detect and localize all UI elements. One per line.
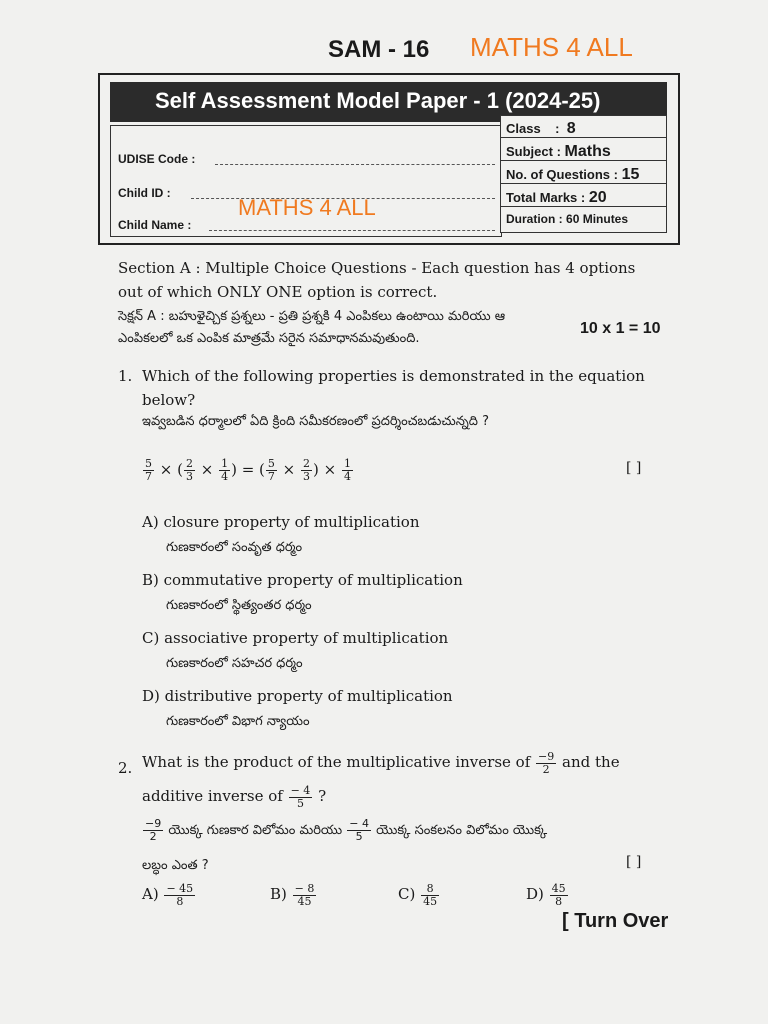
q2-option-c[interactable] xyxy=(398,882,440,908)
section-en-line1: Section A : Multiple Choice Questions - Each question has 4 options xyxy=(118,259,636,277)
q2-frac1-den: 2 xyxy=(542,762,550,776)
section-en-line2: out of which ONLY ONE option is correct. xyxy=(118,283,438,301)
marks-label: Total Marks xyxy=(506,190,578,205)
class-label: Class xyxy=(506,121,541,136)
child-name-line xyxy=(209,230,495,231)
q1-text xyxy=(142,364,662,412)
q1-en-line1: Which of the following properties is demonstrated in the equation xyxy=(142,367,645,385)
q1-option-b-te: గుణకారంలో స్థిత్యంతర ధర్మం xyxy=(166,598,312,613)
q2-text-line2 xyxy=(142,784,326,810)
q1-telugu: ఇవ్వబడిన ధర్మాలలో ఏది క్రింది సమీకరణంలో ప్రదర్శించబడుచున్నది ? xyxy=(142,414,489,429)
section-heading-en xyxy=(118,256,658,304)
q2-opt-a-den: 8 xyxy=(176,894,184,908)
q1-option-a[interactable]: A) closure property of multiplication xyxy=(142,513,420,531)
q2-te-a: యొక్క గుణకార విలోమం మరియు xyxy=(168,823,343,838)
subject-value: Maths xyxy=(564,143,611,160)
q1-option-d-te: గుణకారంలో విభాగ న్యాయం xyxy=(166,714,310,729)
q2-opt-d-num: 45 xyxy=(551,881,566,895)
q1-option-a-te: గుణకారంలో సంవృత ధర్మం xyxy=(166,540,303,555)
q1-option-c-te: గుణకారంలో సహచర ధర్మం xyxy=(166,656,303,671)
q1-option-b[interactable]: B) commutative property of multiplication xyxy=(142,571,463,589)
q1-number: 1. xyxy=(118,367,133,385)
q2-frac2-num: − 4 xyxy=(290,783,311,797)
subject-label: Subject xyxy=(506,144,553,159)
q2-opt-d-den: 8 xyxy=(555,894,563,908)
q2-number: 2. xyxy=(118,759,133,777)
brand-watermark: MATHS 4 ALL xyxy=(238,195,376,220)
q2-telugu-line1: $\frac{-9}{2}$ యొక్క గుణకార విలోమం మరియు $\frac{- 4}{5}$ యొక్క సంకలనం విలోమం యొక్క xyxy=(145,817,548,843)
questions-row: No. of Questions : 15 xyxy=(501,162,666,184)
q1-equation: $\frac{5}{7}$ × ( $\frac{2}{3}$ × $\frac{1}{4}$ ) = ( $\frac{5}{7}$ × $\frac{2}{3}$ ) × $\frac{1}{4}$ xyxy=(145,457,351,483)
duration-value: 60 Minutes xyxy=(566,212,629,226)
q2-option-d[interactable] xyxy=(526,882,569,908)
q2-opt-c-den: 45 xyxy=(423,894,438,908)
child-id-label: Child ID : xyxy=(118,186,171,200)
udise-line xyxy=(215,164,495,165)
q2-frac1-num: −9 xyxy=(538,749,555,763)
marks-value: 20 xyxy=(588,189,607,206)
q2-frac2-den: 5 xyxy=(296,796,304,810)
q2-option-a[interactable] xyxy=(142,882,196,908)
q1-option-c[interactable]: C) associative property of multiplication xyxy=(142,629,449,647)
q2-answer-bracket[interactable]: [ ] xyxy=(626,854,642,870)
class-row: Class : 8 xyxy=(501,116,666,138)
q2-opt-c-label: C) xyxy=(398,885,416,903)
udise-label: UDISE Code : xyxy=(118,152,196,166)
q2-opt-c-num: 8 xyxy=(421,883,439,896)
turn-over-label: [ Turn Over xyxy=(562,910,669,932)
header-box xyxy=(98,73,680,245)
questions-value: 15 xyxy=(621,166,640,183)
q2-opt-b-den: 45 xyxy=(297,894,312,908)
q1-option-d[interactable]: D) distributive property of multiplication xyxy=(142,687,453,705)
q2-en-c: additive inverse of xyxy=(142,787,283,805)
q1-answer-bracket[interactable]: [ ] xyxy=(626,460,642,476)
duration-label: Duration xyxy=(506,212,556,226)
q2-text-line1 xyxy=(142,750,682,776)
subject-row: Subject : Maths xyxy=(501,139,666,161)
q2-opt-b-label: B) xyxy=(270,885,287,903)
q2-en-b: and the xyxy=(562,753,620,771)
q2-opt-a-num: − 45 xyxy=(166,881,194,895)
info-table xyxy=(500,115,667,233)
q2-en-a: What is the product of the multiplicative inverse of xyxy=(142,753,531,771)
section-te-line2: ఎంపికలలో ఒక ఎంపిక మాత్రమే సరైన సమాధానమవుతుంది. xyxy=(118,331,420,346)
paper-title: Self Assessment Model Paper - 1 (2024-25) xyxy=(110,82,667,122)
brand-label: MATHS 4 ALL xyxy=(470,32,633,62)
class-value: 8 xyxy=(566,120,576,137)
q1-en-line2: below? xyxy=(142,391,196,409)
q2-opt-d-label: D) xyxy=(526,885,544,903)
questions-label: No. of Questions xyxy=(506,167,610,182)
q2-en-d: ? xyxy=(318,787,327,805)
paper-code: SAM - 16 xyxy=(328,36,430,63)
q2-te-b: యొక్క సంకలనం విలోమం యొక్క xyxy=(376,823,548,838)
duration-row: Duration : 60 Minutes xyxy=(506,212,629,226)
q2-telugu-line2: లబ్ధం ఎంత ? xyxy=(142,858,209,873)
marks-row: Total Marks : 20 xyxy=(501,185,666,207)
child-name-label: Child Name : xyxy=(118,218,192,232)
q2-opt-a-label: A) xyxy=(142,885,159,903)
section-marks: 10 x 1 = 10 xyxy=(580,320,661,337)
q2-option-b[interactable] xyxy=(270,882,317,908)
q2-opt-b-num: − 8 xyxy=(294,881,315,895)
section-te-line1: సెక్షన్ A : బహుళైచ్చిక ప్రశ్నలు - ప్రతి ప్రశ్నకి 4 ఎంపికలు ఉంటాయి మరియు ఆ xyxy=(118,309,506,324)
